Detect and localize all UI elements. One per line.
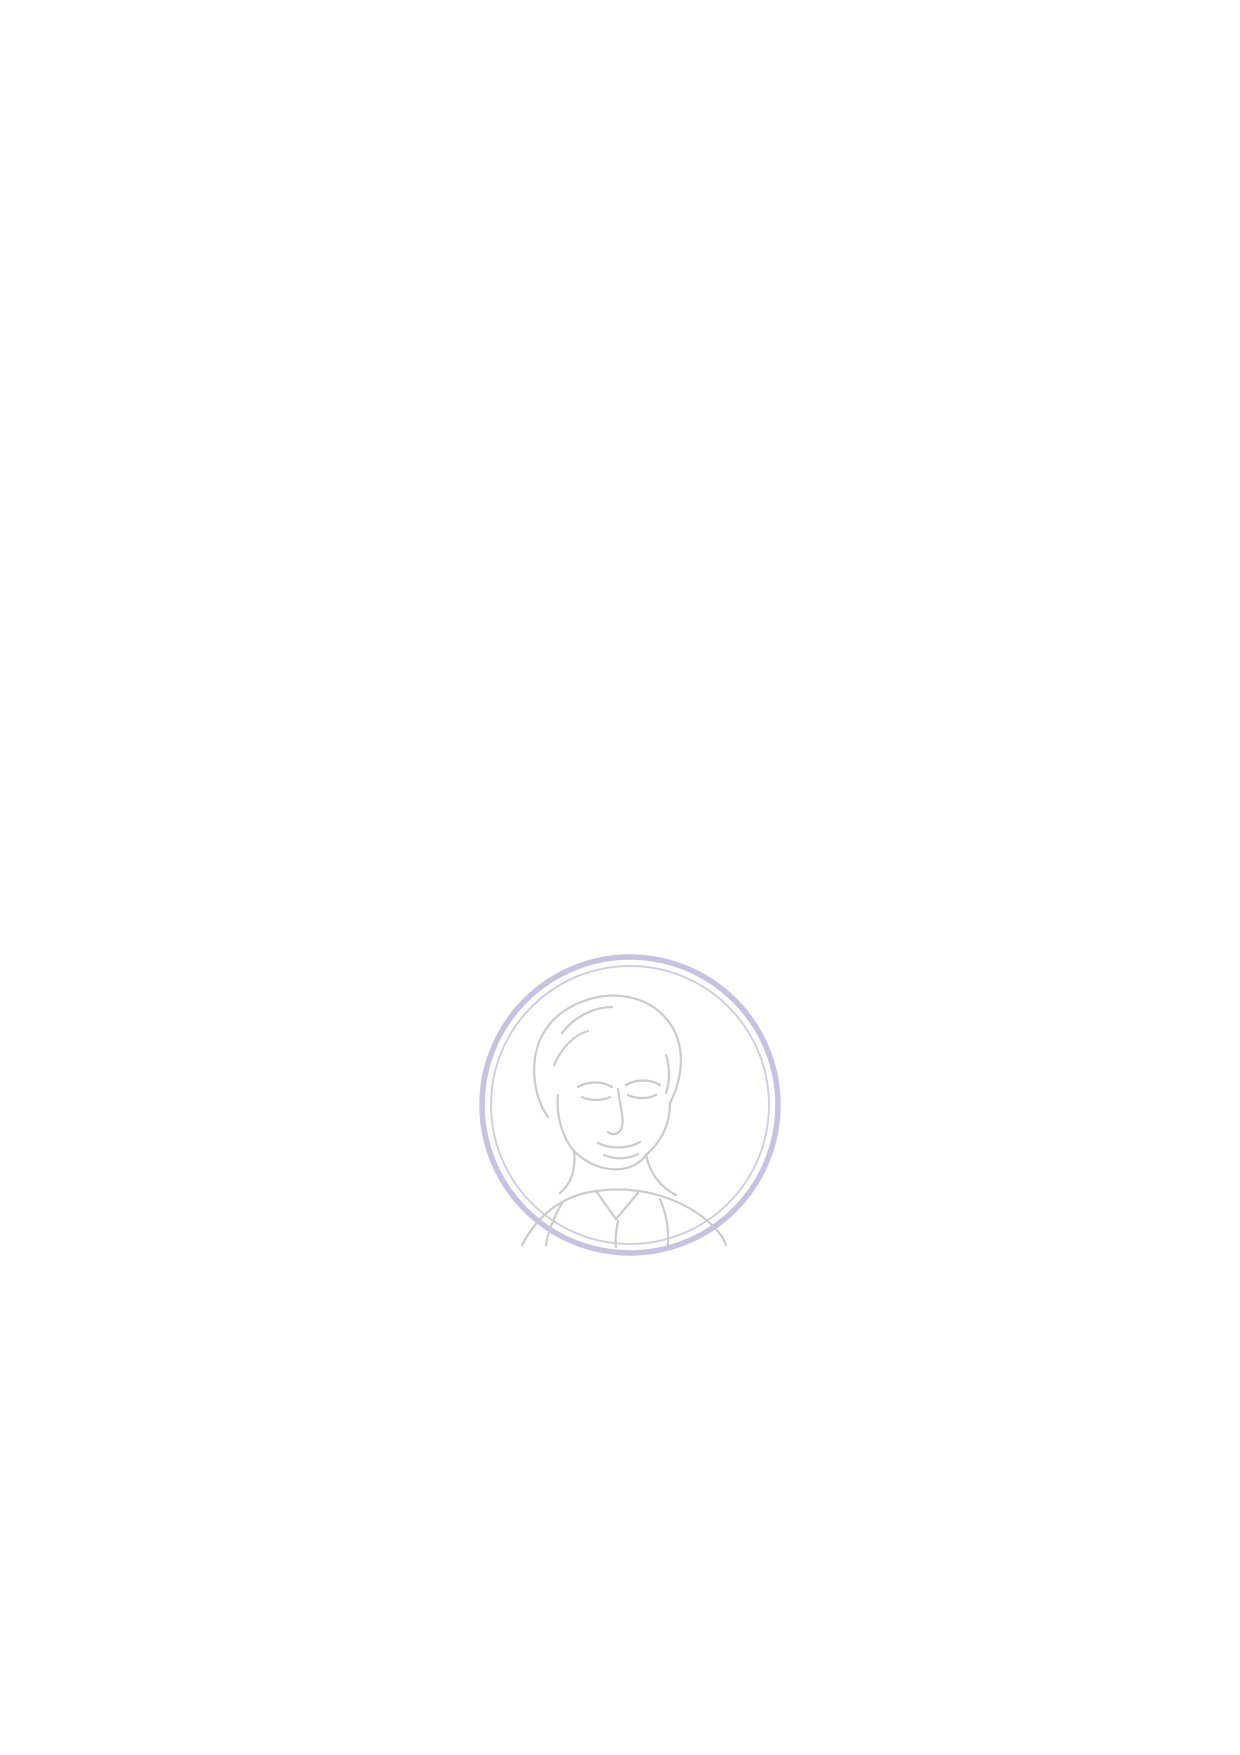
founder-bust-sketch-icon <box>522 996 726 1247</box>
club-seal-watermark <box>470 945 790 1265</box>
document-content <box>0 0 1240 26</box>
seal-outer-ring <box>482 957 778 1253</box>
club-seal-graphic <box>470 945 790 1265</box>
